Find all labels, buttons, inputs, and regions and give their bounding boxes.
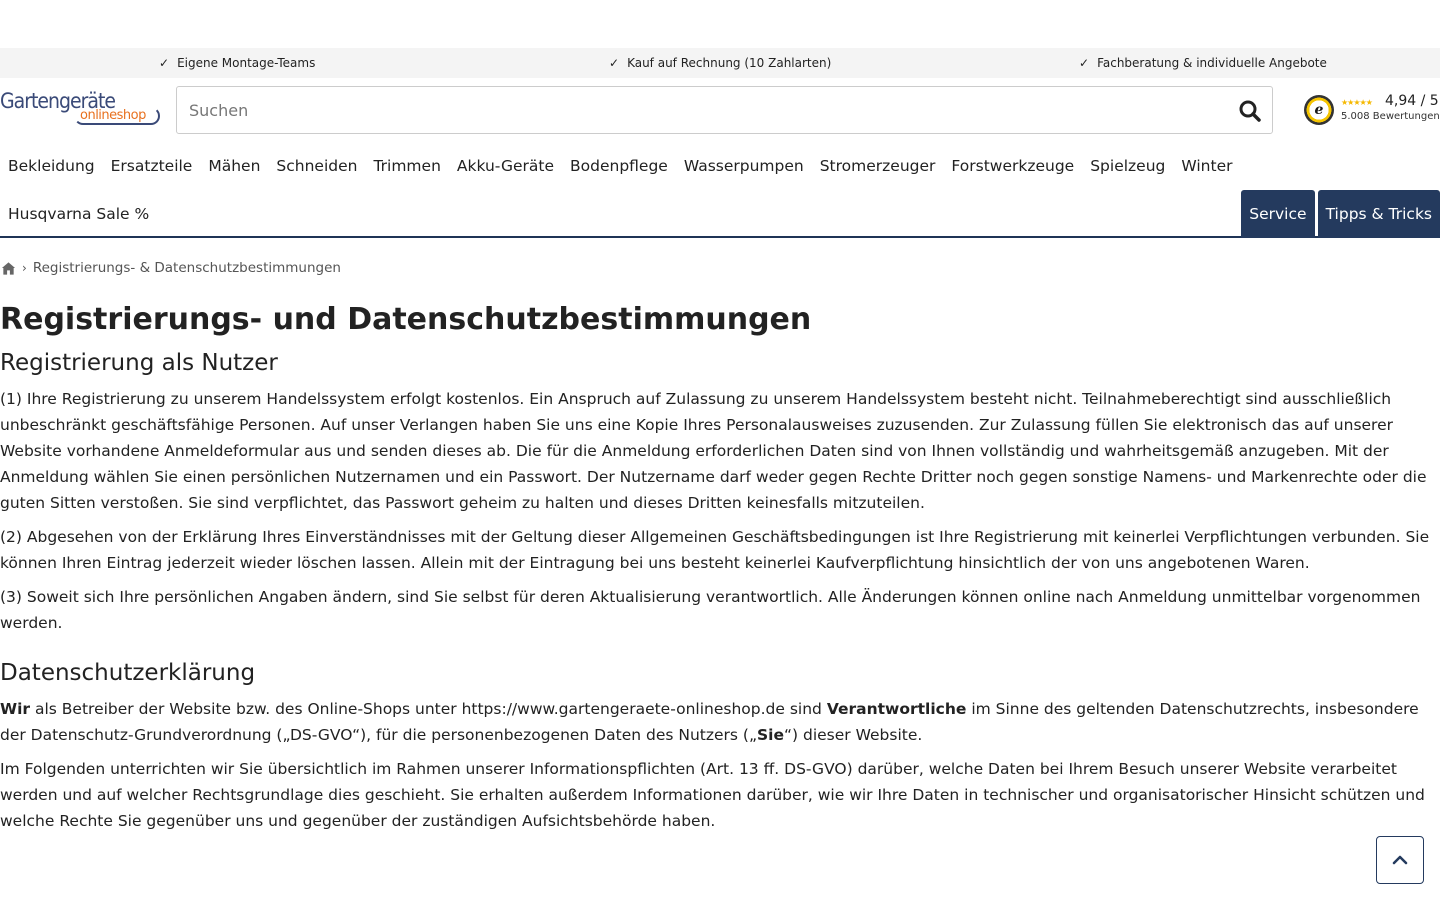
nav-item-schneiden[interactable]: Schneiden xyxy=(276,157,358,175)
scroll-to-top-button[interactable] xyxy=(1376,836,1424,884)
paragraph: (2) Abgesehen von der Erklärung Ihres Einverständnisses mit der Geltung dieser Allgemeinen Geschäftsbedingungen ist Ihre Registrierung mit keinerlei Verpflichtungen verbunden. Sie können Ihren Eintrag jederzeit wieder löschen lassen. Allein mit der Eintragung bei uns besteht keinerlei Kaufverpflichtung hinsichtlich der von uns angebotenen Waren. xyxy=(0,528,1430,572)
nav-item-akku-geraete[interactable]: Akku-Geräte xyxy=(456,157,555,175)
nav-row xyxy=(0,142,1241,190)
main-content xyxy=(0,300,1440,842)
nav-service-buttons xyxy=(1241,190,1440,238)
nav-item-spielzeug[interactable]: Spielzeug xyxy=(1090,157,1166,175)
bold-text: Verantwortliche xyxy=(826,700,967,718)
paragraph: Im Folgenden unterrichten wir Sie übersichtlich im Rahmen unserer Informationspflichten (Art. 13 ff. DS-GVO) darüber, welche Daten bei Ihrem Besuch unserer Website verarbeitet werden und auf welcher Rechtsgrundlage dies geschieht. Sie erhalten außerdem Informationen darüber, wie wir Ihre Daten in technischer und organisatorischer Hinsicht schützen und welche Rechte Sie gegenüber uns und gegenüber der zuständigen Aufsichtsbehörde haben. xyxy=(0,760,1425,830)
breadcrumb xyxy=(0,260,341,276)
tips-tricks-button[interactable]: Tipps & Tricks xyxy=(1318,190,1440,238)
nav-item-forstwerkzeuge[interactable]: Forstwerkzeuge xyxy=(951,157,1075,175)
usp-text: Kauf auf Rechnung (10 Zahlarten) xyxy=(627,56,832,70)
logo-text-top: Gartengeräte xyxy=(0,89,115,113)
rating-stars: ★★★★★ xyxy=(1341,98,1372,107)
nav-item-husqvarna-sale[interactable]: Husqvarna Sale % xyxy=(8,205,150,223)
trust-seal-icon xyxy=(1304,95,1334,125)
page-title: Registrierungs- und Datenschutzbestimmungen xyxy=(0,302,812,337)
chevron-up-icon xyxy=(1390,850,1410,870)
top-spacer xyxy=(0,0,1440,48)
chevron-right-icon: › xyxy=(22,261,27,275)
service-button[interactable]: Service xyxy=(1241,190,1314,238)
search-input[interactable] xyxy=(177,87,1217,133)
home-icon[interactable] xyxy=(1,261,16,276)
nav-row xyxy=(0,190,157,238)
usp-text: Fachberatung & individuelle Angebote xyxy=(1097,56,1327,70)
nav-item-wasserpumpen[interactable]: Wasserpumpen xyxy=(683,157,804,175)
bold-text: Wir xyxy=(0,700,31,718)
nav-item-bodenpflege[interactable]: Bodenpflege xyxy=(570,157,668,175)
check-icon: ✓ xyxy=(609,56,620,70)
rating-score: 4,94 / 5 xyxy=(1385,93,1439,109)
header xyxy=(0,78,1440,142)
trusted-shops-badge[interactable] xyxy=(1304,94,1440,126)
usp-text: Eigene Montage-Teams xyxy=(177,56,316,70)
usp-item xyxy=(1079,48,1327,78)
text: als Betreiber der Website bzw. des Online-Shops unter https://www.gartengeraete-onlineshop.de sind xyxy=(30,700,827,718)
main-navigation xyxy=(0,142,1440,238)
search-icon[interactable] xyxy=(1238,99,1262,123)
usp-item xyxy=(159,48,315,78)
check-icon: ✓ xyxy=(1079,56,1090,70)
paragraph xyxy=(0,696,1440,748)
text: im Sinne des geltenden Datenschutzrechts, insbesondere der Datenschutz-Grundverordnung („DS-GVO“), für die personenbezogenen Daten des Nutzers („ xyxy=(0,700,1419,744)
trust-seal-letter: e xyxy=(1314,102,1324,118)
nav-item-stromerzeuger[interactable]: Stromerzeuger xyxy=(819,157,936,175)
paragraph: (1) Ihre Registrierung zu unserem Handelssystem erfolgt kostenlos. Ein Anspruch auf Zulassung zu unserem Handelssystem besteht nicht. Teilnahmeberechtigt sind ausschließlich unbeschränkt geschäftsfähige Personen. Auf unser Verlangen haben Sie uns eine Kopie Ihres Personalausweises zuzusenden. Zur Zulassung füllen Sie elektronisch das auf unserer Website vorhandene Anmeldeformular aus und senden dieses ab. Die für die Anmeldung erforderlichen Daten sind von Ihnen vollständig und wahrheitsgemäß anzugeben. Mit der Anmeldung wählen Sie einen persönlichen Nutzernamen und ein Passwort. Der Nutzername darf weder gegen Rechte Dritter noch gegen sonstige Namens- und Markenrechte oder die guten Sitten verstoßen. Sie sind verpflichtet, das Passwort geheim zu halten und dieses Dritten keinesfalls mitzuteilen. xyxy=(0,390,1427,512)
nav-item-bekleidung[interactable]: Bekleidung xyxy=(8,157,95,175)
nav-item-trimmen[interactable]: Trimmen xyxy=(373,157,441,175)
section-heading-privacy: Datenschutzerklärung xyxy=(0,660,256,686)
check-icon: ✓ xyxy=(159,56,170,70)
logo-text-bottom: onlineshop xyxy=(80,108,146,123)
breadcrumb-current: Registrierungs- & Datenschutzbestimmungen xyxy=(32,260,341,276)
nav-item-maehen[interactable]: Mähen xyxy=(208,157,261,175)
section-heading-registration: Registrierung als Nutzer xyxy=(0,350,278,376)
nav-item-winter[interactable]: Winter xyxy=(1181,157,1233,175)
shop-logo[interactable] xyxy=(0,89,162,128)
search-box xyxy=(176,86,1273,134)
bold-text: Sie xyxy=(756,726,784,744)
rating-count: 5.008 Bewertungen xyxy=(1341,111,1440,122)
text: “) dieser Website. xyxy=(783,726,923,744)
usp-bar xyxy=(0,48,1440,78)
paragraph: (3) Soweit sich Ihre persönlichen Angaben ändern, sind Sie selbst für deren Aktualisierung verantwortlich. Alle Änderungen können online nach Anmeldung unmittelbar vorgenommen werden. xyxy=(0,588,1421,632)
usp-item xyxy=(609,48,831,78)
nav-item-ersatzteile[interactable]: Ersatzteile xyxy=(110,157,193,175)
